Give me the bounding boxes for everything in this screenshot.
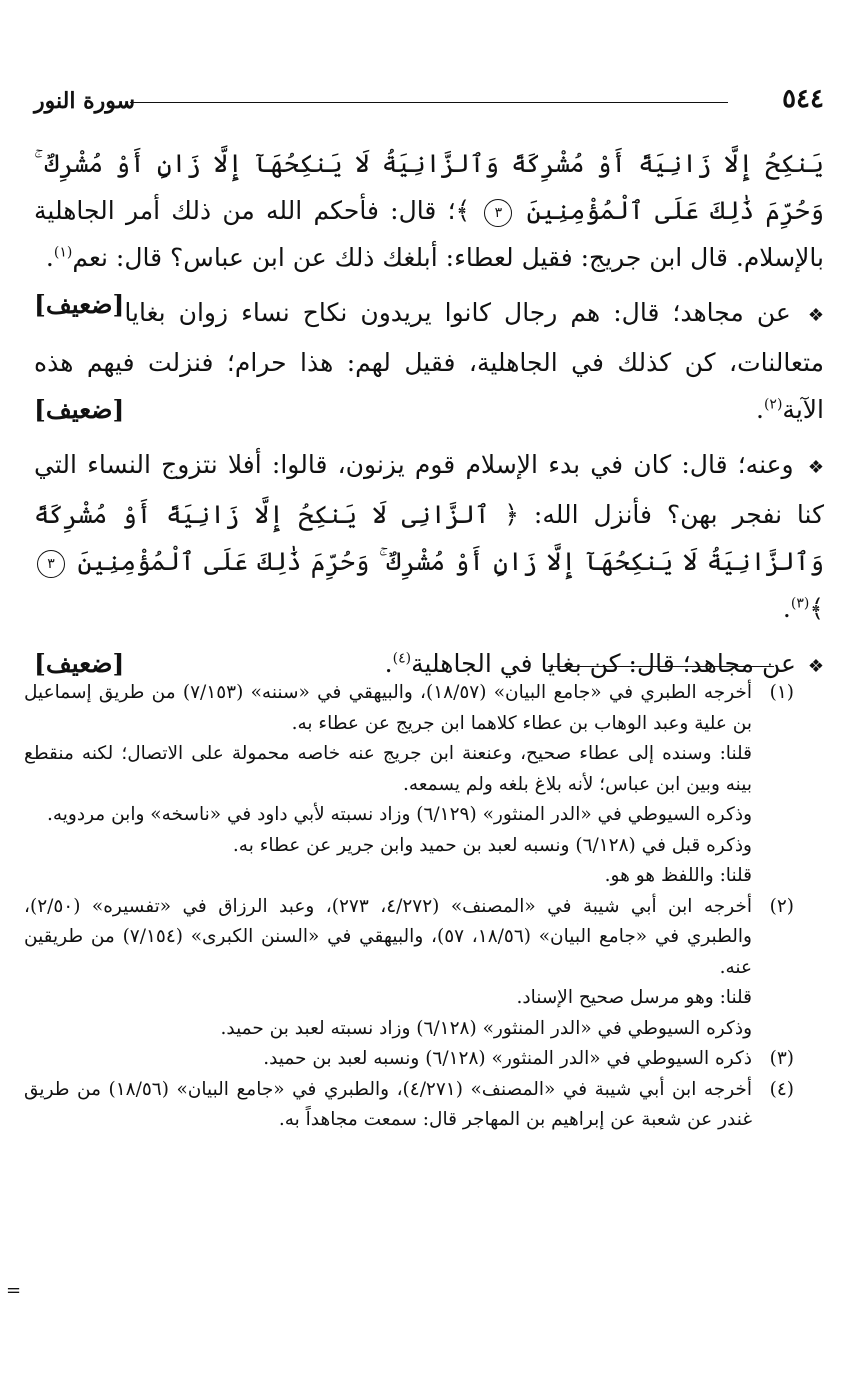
footnote-ref: (٣) <box>790 595 810 612</box>
header-rule <box>130 102 728 103</box>
footnotes <box>24 678 794 1136</box>
ayah-number-marker: ٣ <box>484 199 512 227</box>
grade-label: [ضعيف] <box>34 649 125 678</box>
page-header <box>34 84 824 118</box>
main-text <box>34 140 824 698</box>
footnote-body <box>24 1075 752 1136</box>
footnote-number: (٣) <box>769 1048 794 1069</box>
footnote-ref: (١) <box>53 244 73 261</box>
footnote-line: أخرجه ابن أبي شيبة في «المصنف» (٤/٢٧١)، والطبري في «جامع البيان» (١٨/٥٦) من طريق غندر عن شعبة عن إبراهيم بن المهاجر قال: سمعت مجاهداً به. <box>24 1078 753 1130</box>
diamond-bullet-icon: ❖ <box>807 457 824 478</box>
footnote-body <box>24 892 752 1045</box>
paragraph-text: عن مجاهد؛ قال: كن بغايا في الجاهلية <box>411 649 796 678</box>
sentence-end: . <box>756 395 764 424</box>
footnote-3 <box>24 1044 794 1075</box>
footnote-line: قلنا: وسنده إلى عطاء صحيح، وعنعنة ابن جريج عنه خاصه محمولة على الاتصال؛ لكنه منقطع بينه وبين ابن عباس؛ لأنه بلاغ بلغه ولم يسمعه. <box>24 743 752 795</box>
footnote-ref: (٢) <box>763 396 783 413</box>
footnote-2 <box>24 892 794 1045</box>
sentence-end: . <box>384 649 393 678</box>
ayah-number-marker: ٣ <box>37 550 65 578</box>
footnote-line: وذكره السيوطي في «الدر المنثور» (٦/١٢٨) وزاد نسبته لعبد بن حميد. <box>220 1017 752 1039</box>
diamond-bullet-icon: ❖ <box>807 656 824 677</box>
continuation-mark: = <box>6 1280 22 1301</box>
footnote-1 <box>24 678 794 892</box>
diamond-bullet-icon: ❖ <box>807 305 825 326</box>
footnote-4 <box>24 1075 794 1136</box>
footnote-number: (٤) <box>769 1078 794 1100</box>
footnote-line: وذكره السيوطي في «الدر المنثور» (٦/١٢٩) وزاد نسبته لأبي داود في «ناسخه» وابن مردويه. <box>46 804 752 825</box>
quran-verse: يَنكِحُ إِلَّا زَانِيَةً أَوْ مُشْرِكَةً وَٱلزَّانِيَةُ لَا يَنكِحُهَآ إِلَّا زَانٍ أَوْ مُشْرِكٌ ۚ وَحُرِّمَ ذَٰلِكَ عَلَى ٱلْمُؤْمِنِينَ <box>34 149 824 225</box>
footnote-line: وذكره قبل في (٦/١٢٨) ونسبه لعبد بن حميد وابن جرير عن عطاء به. <box>232 834 752 856</box>
paragraph-text: قال: فأحكم الله من ذلك أمر الجاهلية بالإسلام. قال ابن جريج: فقيل لعطاء: أبلغك ذلك عن ابن عباس؟ قال: نعم <box>34 196 824 272</box>
footnote-line: أخرجه ابن أبي شيبة في «المصنف» (٤/٢٧٢، ٢٧٣)، وعبد الرزاق في «تفسيره» (٢/٥٠)، والطبري في «جامع البيان» (١٨/٥٦، ٥٧)، والبيهقي في «السنن الكبرى» (٧/١٥٤) من طريقين عنه. <box>24 895 752 978</box>
paragraph-text: وعنه؛ قال: كان في بدء الإسلام قوم يزنون، قالوا: أفلا نتزوج النساء التي كنا نفجر بهن؟ فأنزل الله: ﴿ <box>34 450 824 529</box>
page-number: ٥٤٤ <box>782 84 824 114</box>
paragraph-text: عن مجاهد؛ قال: هم رجال كانوا يريدون نكاح نساء زوان بغايا متعالنات، كن كذلك في الجاهلية، فقيل لهم: هذا حرام؛ فنزلت فيهم هذه الآية <box>34 298 824 424</box>
footnote-number: (١) <box>769 682 794 703</box>
closing-bracket: ﴾ <box>809 594 824 623</box>
surah-title: سورة النور <box>34 88 136 114</box>
footnote-ref: (٤) <box>392 650 412 667</box>
footnote-body <box>24 678 752 892</box>
paragraph-1 <box>34 140 824 319</box>
sentence-end: . <box>782 594 791 623</box>
quran-verse: ٱلزَّانِى لَا يَنكِحُ إِلَّا زَانِيَةً أَوْ مُشْرِكَةً وَٱلزَّانِيَةُ لَا يَنكِحُهَآ إِلَّا زَانٍ أَوْ مُشْرِكٌ ۚ وَحُرِّمَ ذَٰلِكَ عَلَى ٱلْمُؤْمِنِينَ <box>34 500 825 576</box>
footnote-body <box>24 1044 752 1075</box>
paragraph-3 <box>34 441 824 632</box>
footnote-line: أخرجه الطبري في «جامع البيان» (١٨/٥٧)، والبيهقي في «سننه» (٧/١٥٣) من طريق إسماعيل بن علية وعبد الوهاب بن عطاء كلاهما ابن جريج عن عطاء به. <box>24 682 753 734</box>
sentence-end: . <box>45 243 54 272</box>
footnote-line: قلنا: واللفظ هو هو. <box>604 865 752 886</box>
paragraph-2 <box>34 289 824 433</box>
footnote-line: قلنا: وهو مرسل صحيح الإسناد. <box>516 987 752 1008</box>
grade-label: [ضعيف] <box>34 290 125 319</box>
footnote-divider <box>548 666 774 667</box>
grade-label: [ضعيف] <box>34 395 125 424</box>
footnote-number: (٢) <box>769 895 794 917</box>
footnote-line: ذكره السيوطي في «الدر المنثور» (٦/١٢٨) ونسبه لعبد بن حميد. <box>263 1048 752 1069</box>
closing-bracket: ﴾؛ <box>447 196 471 225</box>
